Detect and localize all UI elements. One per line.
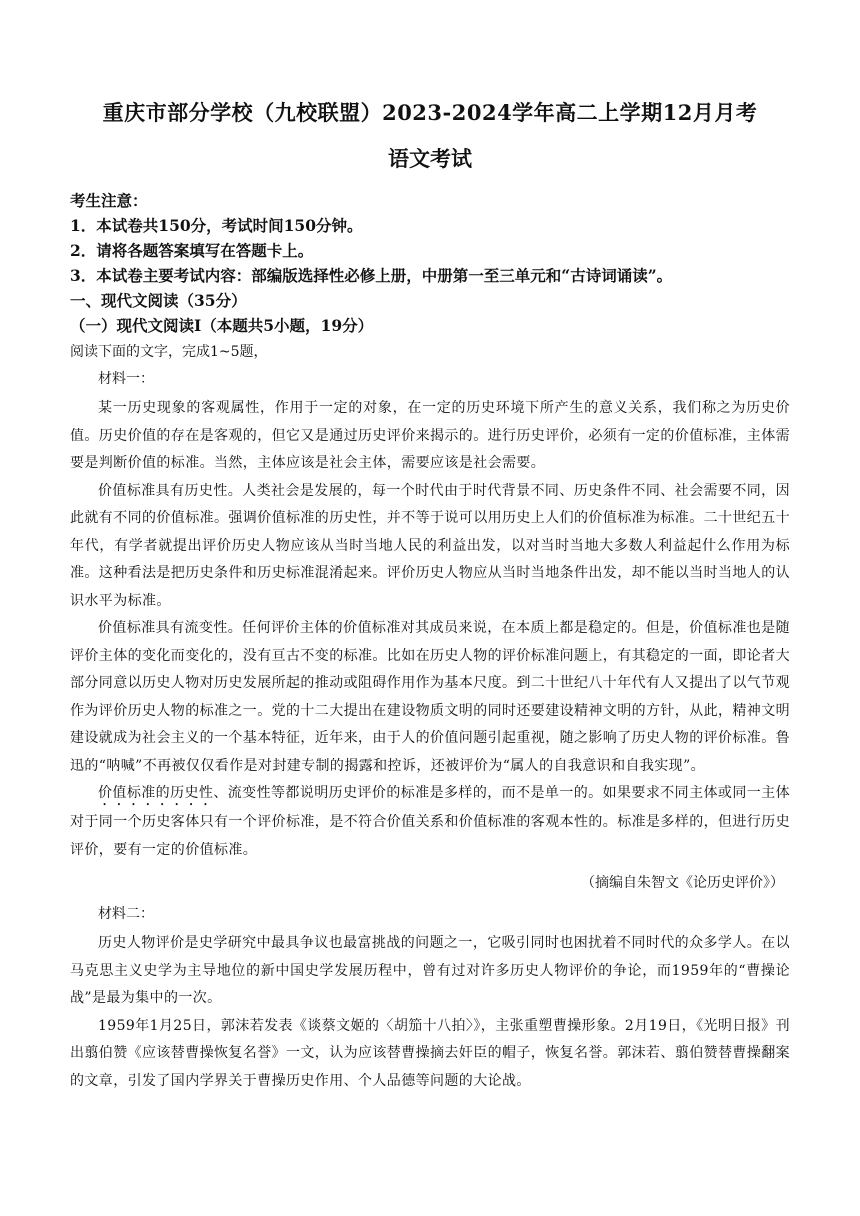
exam-notice	[70, 188, 790, 288]
notice-item-3: 3．本试卷主要考试内容：部编版选择性必修上册，中册第一至三单元和“古诗词诵读”。	[70, 266, 673, 285]
material-one-paragraph-4-text: 、流变性等都说明历史评价的标准是多样的，而不是单一的。如果要求不同主体或同一主体对于同一个历史客体只有一个评价标准，是不符合价值关系和价值标准的客观本性的。标准是多样的，但进行历史评价，要有一定的价值标准。	[70, 785, 791, 858]
material-two-paragraph-1: 历史人物评价是史学研究中最具争议也最富挑战的问题之一，它吸引同时也困扰着不同时代的众多学人。在以马克思主义史学为主导地位的新中国史学发展历程中，曾有过对许多历史人物评价的争论，而1959年的“曹操论战”是最为集中的一次。	[70, 935, 790, 1006]
material-one-paragraph-4	[70, 780, 790, 864]
material-two-label: 材料二：	[98, 906, 154, 922]
material-two	[70, 901, 790, 1095]
material-one-paragraph-1: 某一历史现象的客观属性，作用于一定的对象，在一定的历史环境下所产生的意义关系，我们称之为历史价值。历史价值的存在是客观的，但它又是通过历史评价来揭示的。进行历史评价，必须有一定的价值标准，主体需要是判断价值的标准。当然，主体应该是社会主体，需要应该是社会需要。	[70, 400, 790, 471]
subsection-heading: （一）现代文阅读Ⅰ（本题共5小题，19分）	[70, 316, 374, 335]
page-title: 重庆市部分学校（九校联盟）2023-2024学年高二上学期12月月考	[102, 100, 758, 125]
material-two-paragraph-2: 1959年1月25日，郭沫若发表《谈蔡文姬的〈胡笳十八拍〉》，主张重塑曹操形象。2月19日，《光明日报》刊出翦伯赞《应该替曹操恢复名誉》一文，认为应该替曹操摘去奸臣的帽子，恢复名誉。郭沫若、翦伯赞替曹操翻案的文章，引发了国内学界关于曹操历史作用、个人品德等问题的大论战。	[70, 1017, 790, 1089]
material-one-label: 材料一：	[98, 371, 154, 387]
material-one	[70, 366, 790, 897]
emphasized-phrase: 价值标准的历史性	[98, 785, 214, 801]
notice-item-1: 1．本试卷共150分，考试时间150分钟。	[70, 216, 363, 235]
notice-heading: 考生注意：	[70, 191, 148, 210]
material-one-paragraph-2: 价值标准具有历史性。人类社会是发展的，每一个时代由于时代背景不同、历史条件不同、社会需要不同，因此就有不同的价值标准。强调价值标准的历史性，并不等于说可以用历史上人们的价值标准为标准。二十世纪五十年代，有学者就提出评价历史人物应该从当时当地人民的利益出发，以对当时当地大多数人利益起什么作用为标准。这种看法是把历史条件和历史标准混淆起来。评价历史人物应从当时当地条件出发，却不能以当时当地人的认识水平为标准。	[70, 482, 790, 609]
section-heading: 一、现代文阅读（35分）	[70, 291, 247, 310]
page-subtitle: 语文考试	[388, 146, 472, 171]
notice-item-2: 2．请将各题答案填写在答题卡上。	[70, 241, 314, 260]
material-one-source: （摘编自朱智文《论历史评价》）	[581, 875, 784, 891]
reading-instruction: 阅读下面的文字，完成1~5题，	[70, 344, 268, 360]
material-one-paragraph-3: 价值标准具有流变性。任何评价主体的价值标准对其成员来说，在本质上都是稳定的。但是，价值标准也是随评价主体的变化而变化的，没有亘古不变的标准。比如在历史人物的评价标准问题上，有其稳定的一面，即论者大部分同意以历史人物对历史发展所起的推动或阻碍作用作为基本尺度。到二十世纪八十年代有人又提出了以气节观作为评价历史人物的标准之一。党的十二大提出在建设物质文明的同时还要建设精神文明的方针，从此，精神文明建设就成为社会主义的一个基本特征，近年来，由于人的价值问题引起重视，随之影响了历史人物的评价标准。鲁迅的“呐喊”不再被仅仅看作是对封建专制的揭露和控诉，还被评价为“属人的自我意识和自我实现”。	[70, 620, 790, 774]
